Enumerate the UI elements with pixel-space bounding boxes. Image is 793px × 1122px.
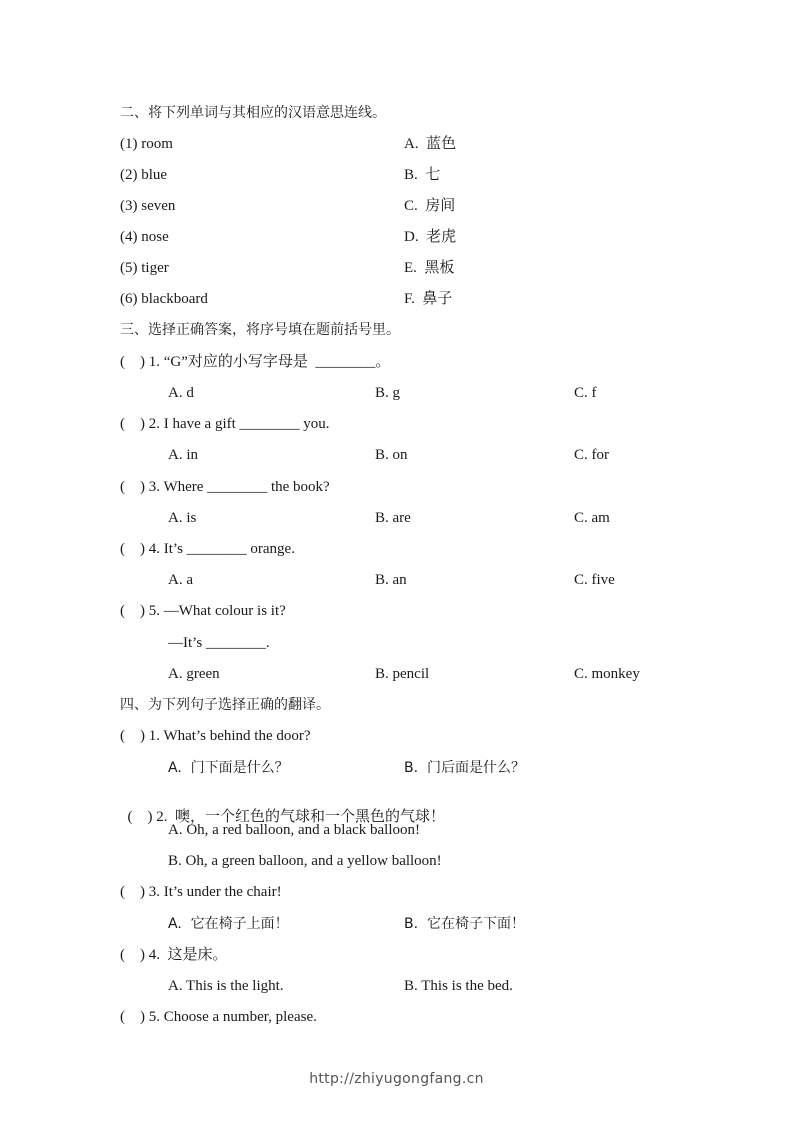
match-word-2: (2) blue bbox=[120, 167, 168, 183]
option-b: B. on bbox=[375, 447, 408, 463]
match-word-3: (3) seven bbox=[120, 198, 176, 214]
option-a: A. d bbox=[168, 385, 194, 401]
translation-question-2-text: ( ) 2. 噢，一个红色的气球和一个黑色的气球！ bbox=[127, 809, 445, 825]
section4-heading: 四、为下列句子选择正确的翻译。 bbox=[120, 697, 330, 713]
match-meaning-f: F. 鼻子 bbox=[404, 291, 453, 307]
translation-question-1: ( ) 1. What’s behind the door? bbox=[120, 728, 311, 744]
option-a: A. is bbox=[168, 510, 197, 526]
question-2: ( ) 2. I have a gift ________ you. bbox=[120, 416, 330, 432]
option-a: A. 门下面是什么？ bbox=[168, 760, 289, 776]
question-3: ( ) 3. Where ________ the book? bbox=[120, 479, 330, 495]
option-a: A. 它在椅子上面！ bbox=[168, 916, 289, 932]
option-b: B. Oh, a green balloon, and a yellow balloon! bbox=[168, 853, 442, 869]
footer-url: http://zhiyugongfang.cn bbox=[309, 1071, 484, 1087]
option-c: C. monkey bbox=[574, 666, 640, 682]
option-c: C. am bbox=[574, 510, 610, 526]
translation-question-3: ( ) 3. It’s under the chair! bbox=[120, 884, 282, 900]
option-b: B. g bbox=[375, 385, 401, 401]
match-word-4: (4) nose bbox=[120, 229, 169, 245]
match-meaning-a: A. 蓝色 bbox=[404, 136, 457, 152]
question-4: ( ) 4. It’s ________ orange. bbox=[120, 541, 295, 557]
option-b: B. 门后面是什么？ bbox=[404, 760, 525, 776]
option-c: C. f bbox=[574, 385, 597, 401]
translation-question-4: ( ) 4. 这是床。 bbox=[120, 947, 228, 963]
option-c: C. for bbox=[574, 447, 609, 463]
question-1: ( ) 1. “G”对应的小写字母是 ________。 bbox=[120, 354, 391, 370]
option-b: B. pencil bbox=[375, 666, 430, 682]
match-word-6: (6) blackboard bbox=[120, 291, 208, 307]
match-word-5: (5) tiger bbox=[120, 260, 169, 276]
match-meaning-c: C. 房间 bbox=[404, 198, 456, 214]
match-meaning-b: B. 七 bbox=[404, 167, 441, 183]
option-a: A. green bbox=[168, 666, 220, 682]
translation-question-5: ( ) 5. Choose a number, please. bbox=[120, 1009, 317, 1025]
option-a: A. a bbox=[168, 572, 193, 588]
option-a: A. Oh, a red balloon, and a black balloon! bbox=[168, 822, 421, 838]
option-b: B. This is the bed. bbox=[404, 978, 513, 994]
section2-heading: 二、将下列单词与其相应的汉语意思连线。 bbox=[120, 105, 386, 121]
section3-heading: 三、选择正确答案，将序号填在题前括号里。 bbox=[120, 322, 400, 338]
option-c: C. five bbox=[574, 572, 615, 588]
question-5-reply: —It’s ________. bbox=[168, 635, 270, 651]
option-b: B. an bbox=[375, 572, 407, 588]
option-a: A. This is the light. bbox=[168, 978, 284, 994]
option-b: B. 它在椅子下面！ bbox=[404, 916, 525, 932]
match-meaning-e: E. 黑板 bbox=[404, 260, 455, 276]
option-b: B. are bbox=[375, 510, 411, 526]
match-word-1: (1) room bbox=[120, 136, 173, 152]
question-5: ( ) 5. —What colour is it? bbox=[120, 603, 286, 619]
match-meaning-d: D. 老虎 bbox=[404, 229, 457, 245]
option-a: A. in bbox=[168, 447, 198, 463]
